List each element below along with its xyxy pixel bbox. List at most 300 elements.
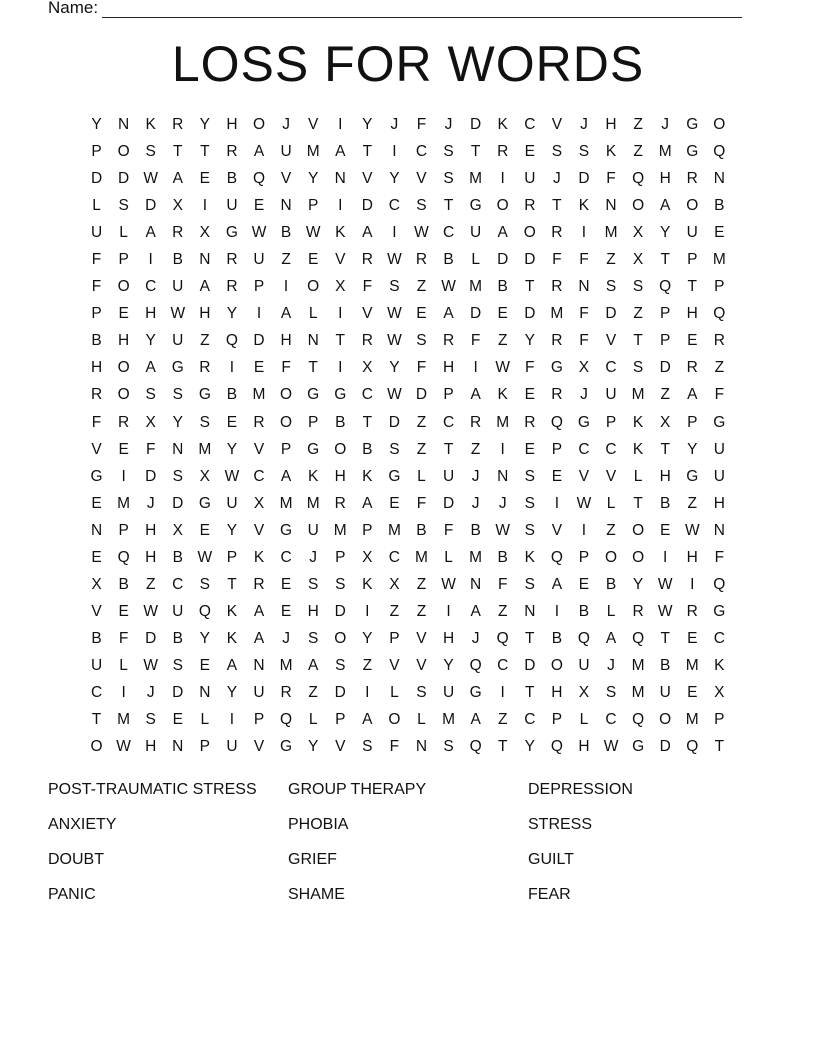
grid-letter: P xyxy=(253,711,265,729)
grid-letter: F xyxy=(416,494,427,512)
grid-letter: W xyxy=(441,278,456,296)
grid-letter: B xyxy=(497,548,508,566)
grid-letter: K xyxy=(497,386,508,404)
grid-letter: T xyxy=(308,359,318,377)
grid-row xyxy=(83,573,733,600)
grid-letter: X xyxy=(632,251,644,269)
grid-letter: E xyxy=(199,170,211,188)
grid-letter: Y xyxy=(307,170,319,188)
grid-letter: O xyxy=(90,738,103,756)
grid-letter: O xyxy=(632,197,645,215)
grid-letter: N xyxy=(307,332,319,350)
grid-letter: J xyxy=(607,656,615,674)
grid-letter: P xyxy=(307,413,319,431)
grid-letter: W xyxy=(387,305,402,323)
grid-letter: D xyxy=(172,683,184,701)
grid-letter: B xyxy=(714,197,725,215)
grid-letter: W xyxy=(305,224,321,242)
grid-letter: Y xyxy=(389,359,400,377)
grid-letter: I xyxy=(229,711,235,729)
grid-letter: H xyxy=(90,359,103,377)
grid-letter: B xyxy=(660,656,671,674)
grid-letter: B xyxy=(335,413,346,431)
grid-letter: V xyxy=(307,116,319,133)
grid-letter: S xyxy=(199,413,211,431)
word-list-item: DEPRESSION xyxy=(528,781,633,798)
grid-letter: F xyxy=(281,359,291,377)
grid-letter: W xyxy=(576,494,592,512)
grid-letter: G xyxy=(686,116,699,133)
grid-letter: A xyxy=(226,656,238,674)
grid-letter: B xyxy=(660,494,671,512)
grid-letter: C xyxy=(605,711,617,729)
word-list-row xyxy=(48,813,768,848)
grid-letter: Q xyxy=(550,738,563,756)
grid-letter: D xyxy=(253,332,265,350)
grid-letter: K xyxy=(335,224,346,242)
grid-row xyxy=(83,681,733,708)
grid-letter: E xyxy=(687,683,698,701)
grid-letter: D xyxy=(659,359,671,377)
grid-letter: K xyxy=(578,197,590,215)
grid-letter: N xyxy=(334,170,346,188)
grid-letter: C xyxy=(442,224,455,242)
word-list-item: GROUP THERAPY xyxy=(288,781,427,798)
grid-letter: U xyxy=(253,251,265,269)
grid-letter: T xyxy=(443,197,454,215)
grid-letter: L xyxy=(119,656,128,674)
grid-letter: S xyxy=(145,143,156,161)
grid-letter: W xyxy=(143,656,159,674)
grid-letter: D xyxy=(145,467,157,485)
grid-letter: H xyxy=(145,738,157,756)
word-list-row xyxy=(48,848,768,883)
grid-letter: W xyxy=(387,386,402,404)
grid-letter: I xyxy=(581,224,587,242)
grid-letter: O xyxy=(117,359,130,377)
grid-letter: P xyxy=(199,738,211,756)
grid-letter: I xyxy=(121,467,126,485)
grid-letter: P xyxy=(687,413,698,431)
grid-letter: Y xyxy=(524,738,535,756)
grid-letter: J xyxy=(471,629,480,647)
grid-letter: Q xyxy=(252,170,266,188)
grid-letter: P xyxy=(362,521,373,539)
grid-letter: G xyxy=(469,197,482,215)
grid-row xyxy=(83,275,733,302)
grid-letter: Q xyxy=(659,278,672,296)
grid-letter: H xyxy=(442,629,455,647)
grid-letter: V xyxy=(253,440,265,458)
grid-letter: R xyxy=(551,278,563,296)
grid-letter: J xyxy=(580,116,588,133)
grid-letter: V xyxy=(335,251,346,269)
grid-letter: H xyxy=(659,170,671,188)
grid-letter: I xyxy=(392,224,397,242)
grid-letter: P xyxy=(714,711,725,729)
grid-letter: H xyxy=(686,305,698,323)
grid-letter: R xyxy=(632,602,644,620)
grid-letter: S xyxy=(335,656,346,674)
grid-letter: J xyxy=(146,683,155,701)
grid-letter: A xyxy=(605,629,617,647)
grid-row xyxy=(83,356,733,383)
grid-letter: P xyxy=(91,143,102,161)
grid-letter: G xyxy=(280,521,293,539)
grid-letter: D xyxy=(497,251,509,269)
grid-letter: N xyxy=(280,197,292,215)
grid-letter: G xyxy=(171,359,184,377)
grid-letter: Q xyxy=(577,629,590,647)
grid-letter: N xyxy=(199,251,211,269)
grid-letter: W xyxy=(495,359,511,377)
grid-letter: Z xyxy=(362,656,373,674)
grid-letter: B xyxy=(226,386,238,404)
grid-letter: P xyxy=(335,548,346,566)
grid-letter: Q xyxy=(225,332,238,350)
grid-letter: S xyxy=(335,575,346,593)
grid-letter: R xyxy=(524,197,536,215)
word-list-item: STRESS xyxy=(528,816,593,833)
grid-letter: J xyxy=(661,116,670,133)
grid-letter: R xyxy=(334,494,346,512)
grid-row xyxy=(83,194,733,221)
grid-letter: U xyxy=(172,602,184,620)
grid-letter: R xyxy=(172,224,184,242)
grid-letter: U xyxy=(90,224,103,242)
grid-letter: H xyxy=(307,602,319,620)
word-list-item: SHAME xyxy=(288,886,345,903)
grid-letter: S xyxy=(307,629,319,647)
grid-letter: B xyxy=(172,629,183,647)
grid-letter: P xyxy=(551,440,563,458)
grid-letter: C xyxy=(442,413,455,431)
grid-letter: C xyxy=(90,683,103,701)
grid-letter: B xyxy=(91,629,102,647)
grid-letter: X xyxy=(660,413,671,431)
grid-letter: J xyxy=(471,467,480,485)
grid-letter: T xyxy=(173,143,183,161)
grid-letter: R xyxy=(90,386,103,404)
grid-row xyxy=(83,735,733,762)
grid-letter: C xyxy=(172,575,184,593)
grid-letter: C xyxy=(280,548,292,566)
grid-letter: H xyxy=(659,467,671,485)
grid-letter: A xyxy=(253,629,265,647)
grid-row xyxy=(83,221,733,248)
grid-letter: K xyxy=(632,440,644,458)
grid-letter: X xyxy=(172,197,183,215)
grid-row xyxy=(83,465,733,492)
grid-letter: M xyxy=(279,656,293,674)
grid-letter: M xyxy=(198,440,212,458)
word-list-item: FEAR xyxy=(528,886,571,903)
grid-letter: K xyxy=(605,143,617,161)
grid-letter: N xyxy=(578,278,590,296)
grid-letter: L xyxy=(200,711,210,729)
grid-letter: Q xyxy=(496,629,509,647)
grid-letter: O xyxy=(307,278,320,296)
grid-letter: T xyxy=(525,278,535,296)
grid-letter: I xyxy=(446,602,451,620)
grid-letter: S xyxy=(524,521,535,539)
grid-letter: J xyxy=(552,170,561,188)
grid-letter: E xyxy=(226,413,238,431)
grid-letter: V xyxy=(389,656,400,674)
grid-letter: C xyxy=(388,548,400,566)
grid-row xyxy=(83,411,733,438)
grid-letter: I xyxy=(148,251,153,269)
grid-letter: M xyxy=(685,656,699,674)
grid-letter: G xyxy=(388,467,401,485)
grid-letter: P xyxy=(660,332,671,350)
grid-letter: U xyxy=(226,494,238,512)
grid-letter: M xyxy=(306,143,320,161)
grid-letter: X xyxy=(172,521,183,539)
grid-letter: P xyxy=(335,711,346,729)
grid-letter: X xyxy=(389,575,400,593)
grid-letter: O xyxy=(604,548,618,566)
grid-letter: D xyxy=(90,170,103,188)
grid-letter: Z xyxy=(497,602,508,620)
grid-letter: A xyxy=(470,386,481,404)
grid-letter: C xyxy=(524,116,536,133)
grid-letter: L xyxy=(308,305,318,323)
grid-letter: Q xyxy=(198,602,211,620)
grid-letter: H xyxy=(145,521,157,539)
name-field xyxy=(48,0,742,18)
grid-letter: O xyxy=(117,143,130,161)
grid-letter: B xyxy=(497,278,508,296)
grid-letter: H xyxy=(686,548,698,566)
grid-letter: L xyxy=(92,197,101,215)
grid-letter: T xyxy=(497,738,508,756)
grid-letter: S xyxy=(389,278,400,296)
grid-letter: V xyxy=(551,521,563,539)
grid-letter: U xyxy=(713,440,725,458)
grid-letter: M xyxy=(415,548,428,566)
grid-letter: S xyxy=(524,494,535,512)
grid-letter: W xyxy=(143,170,159,188)
grid-letter: M xyxy=(442,711,456,729)
word-list-item: DOUBT xyxy=(48,851,104,868)
grid-letter: G xyxy=(225,224,238,242)
grid-letter: W xyxy=(170,305,186,323)
grid-letter: I xyxy=(338,116,343,133)
grid-letter: I xyxy=(338,305,343,323)
grid-letter: D xyxy=(172,494,184,512)
grid-letter: U xyxy=(578,656,590,674)
grid-letter: K xyxy=(362,575,373,593)
grid-letter: E xyxy=(524,143,535,161)
grid-letter: F xyxy=(606,170,616,188)
grid-letter: L xyxy=(606,602,616,620)
grid-letter: S xyxy=(524,467,535,485)
grid-letter: S xyxy=(551,143,563,161)
grid-letter: F xyxy=(552,251,562,269)
grid-letter: H xyxy=(118,332,130,350)
grid-letter: K xyxy=(145,116,156,133)
grid-letter: K xyxy=(226,629,238,647)
grid-letter: X xyxy=(199,224,211,242)
grid-letter: V xyxy=(551,116,563,133)
grid-letter: Z xyxy=(281,251,291,269)
grid-letter: L xyxy=(606,494,616,512)
grid-letter: S xyxy=(632,359,644,377)
grid-letter: W xyxy=(603,738,619,756)
grid-letter: P xyxy=(91,305,102,323)
grid-letter: M xyxy=(469,170,483,188)
grid-letter: C xyxy=(578,440,590,458)
grid-letter: L xyxy=(308,711,318,729)
grid-letter: D xyxy=(415,386,428,404)
grid-letter: R xyxy=(415,251,428,269)
grid-row xyxy=(83,627,733,654)
grid-letter: P xyxy=(443,386,454,404)
grid-letter: S xyxy=(416,197,427,215)
grid-letter: F xyxy=(362,278,373,296)
grid-letter: T xyxy=(443,440,454,458)
grid-letter: R xyxy=(551,386,563,404)
grid-letter: W xyxy=(251,224,267,242)
word-list-item: GUILT xyxy=(528,851,574,868)
grid-letter: E xyxy=(714,224,725,242)
grid-letter: S xyxy=(172,656,183,674)
grid-letter: Y xyxy=(362,116,373,133)
grid-letter: E xyxy=(551,467,563,485)
grid-letter: K xyxy=(253,548,265,566)
grid-letter: U xyxy=(307,521,319,539)
grid-letter: J xyxy=(498,494,507,512)
grid-letter: W xyxy=(657,575,673,593)
grid-letter: M xyxy=(496,413,510,431)
grid-letter: B xyxy=(443,251,454,269)
grid-letter: R xyxy=(280,683,292,701)
grid-letter: E xyxy=(253,359,265,377)
grid-letter: F xyxy=(91,278,102,296)
grid-letter: S xyxy=(524,575,535,593)
grid-letter: T xyxy=(633,494,643,512)
grid-letter: X xyxy=(253,494,265,512)
grid-letter: S xyxy=(199,575,211,593)
grid-letter: R xyxy=(118,413,130,431)
grid-letter: Y xyxy=(199,629,211,647)
grid-letter: U xyxy=(172,332,184,350)
grid-row xyxy=(83,546,733,573)
grid-letter: E xyxy=(118,440,129,458)
grid-letter: F xyxy=(145,440,156,458)
grid-letter: E xyxy=(687,332,698,350)
grid-letter: F xyxy=(714,548,725,566)
grid-letter: E xyxy=(660,521,671,539)
grid-letter: F xyxy=(389,738,400,756)
grid-letter: K xyxy=(307,467,319,485)
grid-letter: X xyxy=(632,224,644,242)
grid-letter: Z xyxy=(416,602,427,620)
grid-letter: F xyxy=(579,305,589,323)
grid-letter: V xyxy=(253,738,265,756)
word-list-item: PHOBIA xyxy=(288,816,349,833)
grid-letter: U xyxy=(90,656,103,674)
grid-letter: G xyxy=(90,467,103,485)
grid-letter: T xyxy=(362,413,373,431)
grid-letter: F xyxy=(91,413,102,431)
grid-letter: A xyxy=(145,359,156,377)
grid-letter: D xyxy=(524,251,536,269)
grid-letter: A xyxy=(443,305,454,323)
grid-letter: Z xyxy=(633,305,643,323)
grid-letter: E xyxy=(172,711,183,729)
grid-letter: F xyxy=(443,521,454,539)
grid-letter: Z xyxy=(714,359,725,377)
grid-letter: I xyxy=(554,494,560,512)
grid-letter: R xyxy=(172,116,184,133)
grid-letter: E xyxy=(524,440,535,458)
grid-letter: B xyxy=(226,170,238,188)
grid-letter: G xyxy=(550,359,563,377)
letter-grid xyxy=(83,113,733,762)
grid-letter: I xyxy=(338,197,343,215)
grid-letter: U xyxy=(713,467,725,485)
grid-letter: H xyxy=(226,116,238,133)
grid-row xyxy=(83,383,733,410)
grid-letter: C xyxy=(605,440,617,458)
grid-letter: E xyxy=(416,305,427,323)
grid-letter: O xyxy=(496,197,509,215)
grid-letter: M xyxy=(631,683,645,701)
grid-letter: H xyxy=(145,548,157,566)
grid-letter: C xyxy=(713,629,725,647)
grid-letter: S xyxy=(389,440,400,458)
grid-letter: E xyxy=(253,197,265,215)
grid-letter: N xyxy=(172,738,184,756)
grid-letter: Z xyxy=(308,683,318,701)
grid-letter: X xyxy=(199,467,211,485)
grid-letter: Y xyxy=(687,440,698,458)
grid-letter: Y xyxy=(145,332,156,350)
grid-letter: D xyxy=(470,116,482,133)
grid-letter: V xyxy=(605,467,617,485)
grid-letter: Y xyxy=(226,683,238,701)
grid-letter: B xyxy=(578,602,590,620)
grid-letter: D xyxy=(578,170,590,188)
grid-letter: C xyxy=(145,278,157,296)
grid-letter: R xyxy=(253,575,265,593)
grid-letter: P xyxy=(660,305,671,323)
grid-letter: B xyxy=(91,332,102,350)
grid-letter: U xyxy=(280,143,292,161)
grid-letter: Z xyxy=(416,440,427,458)
grid-letter: C xyxy=(361,386,373,404)
grid-letter: Z xyxy=(497,711,508,729)
grid-letter: J xyxy=(282,629,290,647)
grid-letter: R xyxy=(686,170,698,188)
name-label: Name: xyxy=(48,0,99,17)
grid-letter: H xyxy=(199,305,211,323)
grid-letter: R xyxy=(551,224,563,242)
grid-letter: Q xyxy=(632,711,645,729)
grid-letter: R xyxy=(551,332,563,350)
grid-letter: D xyxy=(524,305,536,323)
grid-letter: H xyxy=(145,305,157,323)
grid-letter: E xyxy=(307,251,319,269)
grid-letter: T xyxy=(362,143,373,161)
word-list-row xyxy=(48,883,768,918)
grid-letter: O xyxy=(632,521,645,539)
grid-letter: M xyxy=(117,711,131,729)
grid-letter: D xyxy=(524,656,536,674)
grid-letter: R xyxy=(226,251,238,269)
